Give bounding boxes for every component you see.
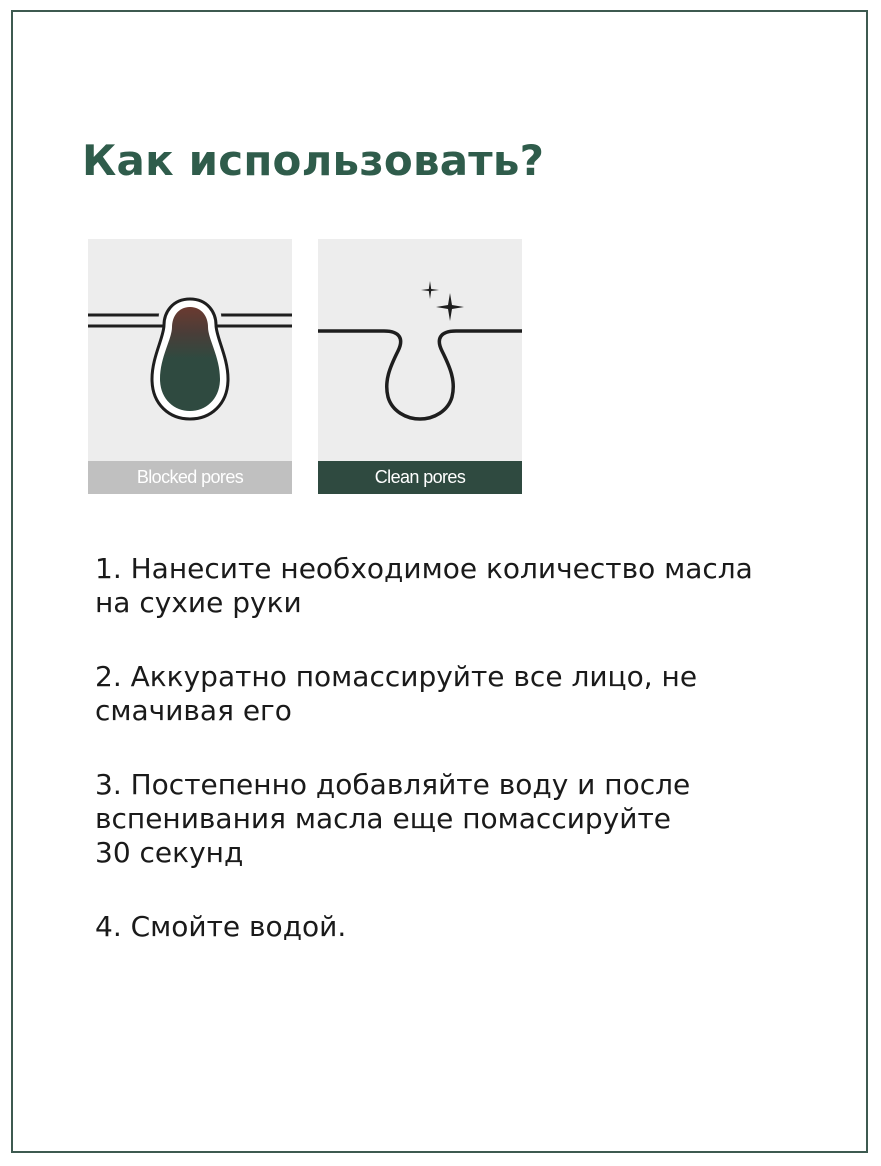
step-line: 4. Смойте водой. xyxy=(95,910,347,943)
page-title: Как использовать? xyxy=(82,136,545,185)
blocked-pore-icon xyxy=(88,239,292,461)
step-line: смачивая его xyxy=(95,694,292,727)
clean-pore-icon xyxy=(318,239,522,461)
instruction-steps xyxy=(95,552,835,984)
step-line: 1. Нанесите необходимое количество масла xyxy=(95,552,753,585)
clean-pores-panel xyxy=(318,239,522,494)
step-line: 2. Аккуратно помассируйте все лицо, не xyxy=(95,660,698,693)
step-1 xyxy=(95,552,835,620)
step-3 xyxy=(95,768,835,870)
step-line: 3. Постепенно добавляйте воду и после xyxy=(95,768,691,801)
step-line: на сухие руки xyxy=(95,586,302,619)
step-4 xyxy=(95,910,835,944)
clean-pores-label: Clean pores xyxy=(318,461,522,494)
step-line: 30 секунд xyxy=(95,836,244,869)
sparkle-icon xyxy=(421,281,464,321)
blocked-pores-panel xyxy=(88,239,292,494)
blocked-pores-label: Blocked pores xyxy=(88,461,292,494)
step-line: вспенивания масла еще помассируйте xyxy=(95,802,671,835)
step-2 xyxy=(95,660,835,728)
